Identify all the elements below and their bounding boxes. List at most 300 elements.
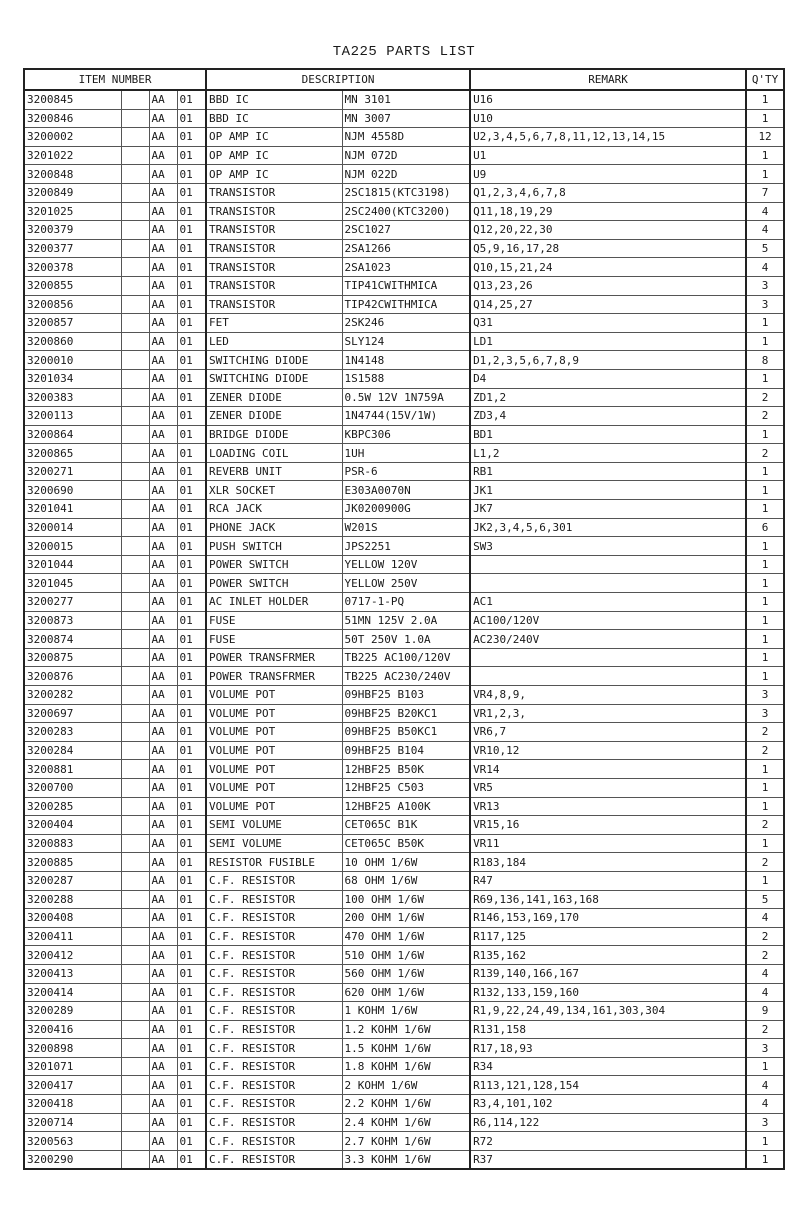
blank-cell [121, 871, 149, 890]
spec-cell: 470 OHM 1/6W [342, 927, 470, 946]
spec-cell: YELLOW 120V [342, 555, 470, 574]
table-row [24, 239, 784, 258]
rev-cell: 01 [177, 741, 206, 760]
description-cell: TRANSISTOR [206, 276, 342, 295]
spec-cell: 1.2 KOHM 1/6W [342, 1020, 470, 1039]
item-number-cell: 3200113 [24, 407, 121, 426]
blank-cell [121, 1095, 149, 1114]
spec-cell: 2SA1023 [342, 258, 470, 277]
table-body [24, 90, 784, 1169]
item-number-cell: 3200277 [24, 593, 121, 612]
grade-cell: AA [149, 202, 177, 221]
remark-cell: R183,184 [470, 853, 746, 872]
spec-cell: MN 3101 [342, 90, 470, 109]
rev-cell: 01 [177, 816, 206, 835]
description-cell: C.F. RESISTOR [206, 1113, 342, 1132]
item-number-cell: 3200383 [24, 388, 121, 407]
rev-cell: 01 [177, 611, 206, 630]
grade-cell: AA [149, 890, 177, 909]
table-row [24, 723, 784, 742]
remark-cell: Q14,25,27 [470, 295, 746, 314]
qty-cell: 4 [746, 202, 784, 221]
item-number-cell: 3200414 [24, 983, 121, 1002]
item-number-cell: 3200287 [24, 871, 121, 890]
header-remark: REMARK [470, 69, 746, 90]
rev-cell: 01 [177, 946, 206, 965]
remark-cell: VR1,2,3, [470, 704, 746, 723]
grade-cell: AA [149, 1002, 177, 1021]
qty-cell: 3 [746, 686, 784, 705]
item-number-cell: 3200283 [24, 723, 121, 742]
qty-cell: 4 [746, 909, 784, 928]
rev-cell: 01 [177, 369, 206, 388]
table-row [24, 295, 784, 314]
qty-cell: 1 [746, 555, 784, 574]
qty-cell: 12 [746, 128, 784, 147]
item-number-cell: 3200015 [24, 537, 121, 556]
description-cell: PUSH SWITCH [206, 537, 342, 556]
qty-cell: 3 [746, 295, 784, 314]
blank-cell [121, 221, 149, 240]
remark-cell: VR4,8,9, [470, 686, 746, 705]
table-row [24, 1076, 784, 1095]
rev-cell: 01 [177, 723, 206, 742]
remark-cell: Q13,23,26 [470, 276, 746, 295]
description-cell: SWITCHING DIODE [206, 351, 342, 370]
blank-cell [121, 797, 149, 816]
spec-cell: 1N4744(15V/1W) [342, 407, 470, 426]
description-cell: SWITCHING DIODE [206, 369, 342, 388]
rev-cell: 01 [177, 239, 206, 258]
blank-cell [121, 90, 149, 109]
description-cell: VOLUME POT [206, 686, 342, 705]
description-cell: BRIDGE DIODE [206, 425, 342, 444]
item-number-cell: 3200881 [24, 760, 121, 779]
rev-cell: 01 [177, 276, 206, 295]
rev-cell: 01 [177, 146, 206, 165]
table-row [24, 704, 784, 723]
item-number-cell: 3200874 [24, 630, 121, 649]
rev-cell: 01 [177, 1057, 206, 1076]
table-row [24, 778, 784, 797]
blank-cell [121, 555, 149, 574]
remark-cell: AC100/120V [470, 611, 746, 630]
blank-cell [121, 500, 149, 519]
blank-cell [121, 537, 149, 556]
item-number-cell: 3200883 [24, 834, 121, 853]
item-number-cell: 3200563 [24, 1132, 121, 1151]
table-row [24, 351, 784, 370]
table-row [24, 1113, 784, 1132]
rev-cell: 01 [177, 295, 206, 314]
qty-cell: 7 [746, 183, 784, 202]
qty-cell: 1 [746, 1057, 784, 1076]
grade-cell: AA [149, 221, 177, 240]
description-cell: REVERB UNIT [206, 462, 342, 481]
table-row [24, 853, 784, 872]
remark-cell: VR11 [470, 834, 746, 853]
spec-cell: 0.5W 12V 1N759A [342, 388, 470, 407]
table-row [24, 518, 784, 537]
table-row [24, 462, 784, 481]
spec-cell: 510 OHM 1/6W [342, 946, 470, 965]
blank-cell [121, 593, 149, 612]
rev-cell: 01 [177, 221, 206, 240]
table-row [24, 1057, 784, 1076]
table-row [24, 667, 784, 686]
spec-cell: SLY124 [342, 332, 470, 351]
rev-cell: 01 [177, 593, 206, 612]
qty-cell: 1 [746, 146, 784, 165]
qty-cell: 5 [746, 890, 784, 909]
grade-cell: AA [149, 90, 177, 109]
grade-cell: AA [149, 1113, 177, 1132]
spec-cell: 2SC2400(KTC3200) [342, 202, 470, 221]
spec-cell: 12HBF25 C503 [342, 778, 470, 797]
remark-cell: D1,2,3,5,6,7,8,9 [470, 351, 746, 370]
description-cell: C.F. RESISTOR [206, 1020, 342, 1039]
item-number-cell: 3200845 [24, 90, 121, 109]
spec-cell: 1N4148 [342, 351, 470, 370]
spec-cell: 2SC1815(KTC3198) [342, 183, 470, 202]
item-number-cell: 3201025 [24, 202, 121, 221]
qty-cell: 4 [746, 1076, 784, 1095]
grade-cell: AA [149, 778, 177, 797]
description-cell: OP AMP IC [206, 146, 342, 165]
blank-cell [121, 816, 149, 835]
rev-cell: 01 [177, 462, 206, 481]
description-cell: TRANSISTOR [206, 183, 342, 202]
item-number-cell: 3200864 [24, 425, 121, 444]
table-row [24, 388, 784, 407]
spec-cell: 09HBF25 B50KC1 [342, 723, 470, 742]
item-number-cell: 3201022 [24, 146, 121, 165]
blank-cell [121, 1113, 149, 1132]
remark-cell: R131,158 [470, 1020, 746, 1039]
grade-cell: AA [149, 1039, 177, 1058]
blank-cell [121, 648, 149, 667]
item-number-cell: 3200010 [24, 351, 121, 370]
grade-cell: AA [149, 1150, 177, 1169]
grade-cell: AA [149, 109, 177, 128]
blank-cell [121, 1076, 149, 1095]
remark-cell [470, 555, 746, 574]
blank-cell [121, 834, 149, 853]
qty-cell: 2 [746, 723, 784, 742]
grade-cell: AA [149, 1057, 177, 1076]
item-number-cell: 3200377 [24, 239, 121, 258]
table-row [24, 834, 784, 853]
description-cell: TRANSISTOR [206, 202, 342, 221]
description-cell: C.F. RESISTOR [206, 871, 342, 890]
table-row [24, 128, 784, 147]
rev-cell: 01 [177, 481, 206, 500]
blank-cell [121, 778, 149, 797]
spec-cell: 68 OHM 1/6W [342, 871, 470, 890]
qty-cell: 4 [746, 221, 784, 240]
spec-cell: 100 OHM 1/6W [342, 890, 470, 909]
blank-cell [121, 1057, 149, 1076]
grade-cell: AA [149, 946, 177, 965]
rev-cell: 01 [177, 332, 206, 351]
qty-cell: 1 [746, 778, 784, 797]
grade-cell: AA [149, 983, 177, 1002]
header-item-number: ITEM NUMBER [24, 69, 206, 90]
remark-cell: R146,153,169,170 [470, 909, 746, 928]
spec-cell: 560 OHM 1/6W [342, 964, 470, 983]
grade-cell: AA [149, 388, 177, 407]
remark-cell: RB1 [470, 462, 746, 481]
table-row [24, 1150, 784, 1169]
rev-cell: 01 [177, 444, 206, 463]
spec-cell: NJM 022D [342, 165, 470, 184]
description-cell: BBD IC [206, 90, 342, 109]
description-cell: TRANSISTOR [206, 295, 342, 314]
item-number-cell: 3200848 [24, 165, 121, 184]
blank-cell [121, 723, 149, 742]
table-row [24, 648, 784, 667]
remark-cell: L1,2 [470, 444, 746, 463]
table-row [24, 221, 784, 240]
grade-cell: AA [149, 704, 177, 723]
grade-cell: AA [149, 853, 177, 872]
item-number-cell: 3200416 [24, 1020, 121, 1039]
item-number-cell: 3200014 [24, 518, 121, 537]
grade-cell: AA [149, 481, 177, 500]
grade-cell: AA [149, 258, 177, 277]
blank-cell [121, 351, 149, 370]
blank-cell [121, 276, 149, 295]
item-number-cell: 3200411 [24, 927, 121, 946]
item-number-cell: 3200700 [24, 778, 121, 797]
qty-cell: 2 [746, 444, 784, 463]
table-row [24, 741, 784, 760]
qty-cell: 4 [746, 1095, 784, 1114]
item-number-cell: 3201041 [24, 500, 121, 519]
grade-cell: AA [149, 351, 177, 370]
qty-cell: 1 [746, 630, 784, 649]
spec-cell: PSR-6 [342, 462, 470, 481]
remark-cell: U1 [470, 146, 746, 165]
qty-cell: 4 [746, 964, 784, 983]
remark-cell: R37 [470, 1150, 746, 1169]
rev-cell: 01 [177, 648, 206, 667]
remark-cell: R34 [470, 1057, 746, 1076]
description-cell: SEMI VOLUME [206, 834, 342, 853]
spec-cell: 2 KOHM 1/6W [342, 1076, 470, 1095]
qty-cell: 1 [746, 648, 784, 667]
blank-cell [121, 369, 149, 388]
table-row [24, 630, 784, 649]
blank-cell [121, 1039, 149, 1058]
spec-cell: 2.4 KOHM 1/6W [342, 1113, 470, 1132]
qty-cell: 9 [746, 1002, 784, 1021]
description-cell: FUSE [206, 630, 342, 649]
description-cell: C.F. RESISTOR [206, 964, 342, 983]
rev-cell: 01 [177, 1095, 206, 1114]
qty-cell: 1 [746, 611, 784, 630]
rev-cell: 01 [177, 500, 206, 519]
qty-cell: 1 [746, 109, 784, 128]
description-cell: BBD IC [206, 109, 342, 128]
remark-cell: VR10,12 [470, 741, 746, 760]
remark-cell: U16 [470, 90, 746, 109]
qty-cell: 2 [746, 927, 784, 946]
rev-cell: 01 [177, 537, 206, 556]
grade-cell: AA [149, 183, 177, 202]
qty-cell: 3 [746, 704, 784, 723]
description-cell: TRANSISTOR [206, 221, 342, 240]
blank-cell [121, 202, 149, 221]
rev-cell: 01 [177, 667, 206, 686]
description-cell: VOLUME POT [206, 797, 342, 816]
item-number-cell: 3200885 [24, 853, 121, 872]
table-row [24, 816, 784, 835]
spec-cell: NJM 4558D [342, 128, 470, 147]
grade-cell: AA [149, 462, 177, 481]
qty-cell: 1 [746, 462, 784, 481]
table-row [24, 574, 784, 593]
rev-cell: 01 [177, 890, 206, 909]
remark-cell: AC1 [470, 593, 746, 612]
description-cell: FUSE [206, 611, 342, 630]
qty-cell: 3 [746, 1039, 784, 1058]
item-number-cell: 3200271 [24, 462, 121, 481]
description-cell: POWER TRANSFRMER [206, 667, 342, 686]
item-number-cell: 3201034 [24, 369, 121, 388]
item-number-cell: 3200875 [24, 648, 121, 667]
item-number-cell: 3200860 [24, 332, 121, 351]
blank-cell [121, 332, 149, 351]
grade-cell: AA [149, 593, 177, 612]
rev-cell: 01 [177, 909, 206, 928]
blank-cell [121, 239, 149, 258]
rev-cell: 01 [177, 1076, 206, 1095]
remark-cell: R132,133,159,160 [470, 983, 746, 1002]
description-cell: ZENER DIODE [206, 388, 342, 407]
rev-cell: 01 [177, 314, 206, 333]
remark-cell: R17,18,93 [470, 1039, 746, 1058]
rev-cell: 01 [177, 518, 206, 537]
qty-cell: 1 [746, 834, 784, 853]
spec-cell: 50T 250V 1.0A [342, 630, 470, 649]
grade-cell: AA [149, 165, 177, 184]
description-cell: RESISTOR FUSIBLE [206, 853, 342, 872]
qty-cell: 1 [746, 481, 784, 500]
grade-cell: AA [149, 686, 177, 705]
spec-cell: JK0200900G [342, 500, 470, 519]
blank-cell [121, 183, 149, 202]
description-cell: VOLUME POT [206, 741, 342, 760]
description-cell: C.F. RESISTOR [206, 1039, 342, 1058]
rev-cell: 01 [177, 834, 206, 853]
grade-cell: AA [149, 1132, 177, 1151]
item-number-cell: 3201071 [24, 1057, 121, 1076]
blank-cell [121, 1132, 149, 1151]
spec-cell: 0717-1-PQ [342, 593, 470, 612]
spec-cell: 09HBF25 B20KC1 [342, 704, 470, 723]
item-number-cell: 3200289 [24, 1002, 121, 1021]
spec-cell: CET065C B50K [342, 834, 470, 853]
remark-cell: R47 [470, 871, 746, 890]
table-row [24, 686, 784, 705]
blank-cell [121, 295, 149, 314]
blank-cell [121, 909, 149, 928]
grade-cell: AA [149, 667, 177, 686]
qty-cell: 1 [746, 760, 784, 779]
blank-cell [121, 165, 149, 184]
qty-cell: 1 [746, 314, 784, 333]
remark-cell: JK1 [470, 481, 746, 500]
rev-cell: 01 [177, 388, 206, 407]
rev-cell: 01 [177, 202, 206, 221]
item-number-cell: 3200404 [24, 816, 121, 835]
item-number-cell: 3200284 [24, 741, 121, 760]
table-row [24, 500, 784, 519]
header-qty: Q'TY [746, 69, 784, 90]
remark-cell: R3,4,101,102 [470, 1095, 746, 1114]
blank-cell [121, 314, 149, 333]
remark-cell: VR14 [470, 760, 746, 779]
remark-cell [470, 648, 746, 667]
description-cell: RCA JACK [206, 500, 342, 519]
spec-cell: 09HBF25 B103 [342, 686, 470, 705]
grade-cell: AA [149, 834, 177, 853]
description-cell: C.F. RESISTOR [206, 1150, 342, 1169]
item-number-cell: 3200288 [24, 890, 121, 909]
qty-cell: 1 [746, 1132, 784, 1151]
grade-cell: AA [149, 723, 177, 742]
remark-cell: VR13 [470, 797, 746, 816]
grade-cell: AA [149, 239, 177, 258]
grade-cell: AA [149, 500, 177, 519]
remark-cell: U2,3,4,5,6,7,8,11,12,13,14,15 [470, 128, 746, 147]
blank-cell [121, 630, 149, 649]
grade-cell: AA [149, 574, 177, 593]
description-cell: VOLUME POT [206, 778, 342, 797]
grade-cell: AA [149, 964, 177, 983]
remark-cell: JK2,3,4,5,6,301 [470, 518, 746, 537]
rev-cell: 01 [177, 90, 206, 109]
remark-cell: Q1,2,3,4,6,7,8 [470, 183, 746, 202]
grade-cell: AA [149, 1095, 177, 1114]
description-cell: VOLUME POT [206, 704, 342, 723]
grade-cell: AA [149, 276, 177, 295]
grade-cell: AA [149, 407, 177, 426]
grade-cell: AA [149, 909, 177, 928]
description-cell: XLR SOCKET [206, 481, 342, 500]
description-cell: C.F. RESISTOR [206, 927, 342, 946]
qty-cell: 3 [746, 1113, 784, 1132]
table-row [24, 946, 784, 965]
grade-cell: AA [149, 537, 177, 556]
table-row [24, 611, 784, 630]
spec-cell: TIP41CWITHMICA [342, 276, 470, 295]
item-number-cell: 3200690 [24, 481, 121, 500]
grade-cell: AA [149, 760, 177, 779]
blank-cell [121, 146, 149, 165]
qty-cell: 1 [746, 537, 784, 556]
description-cell: C.F. RESISTOR [206, 1002, 342, 1021]
grade-cell: AA [149, 128, 177, 147]
description-cell: PHONE JACK [206, 518, 342, 537]
qty-cell: 5 [746, 239, 784, 258]
item-number-cell: 3200876 [24, 667, 121, 686]
remark-cell: R139,140,166,167 [470, 964, 746, 983]
rev-cell: 01 [177, 871, 206, 890]
rev-cell: 01 [177, 128, 206, 147]
table-row [24, 555, 784, 574]
